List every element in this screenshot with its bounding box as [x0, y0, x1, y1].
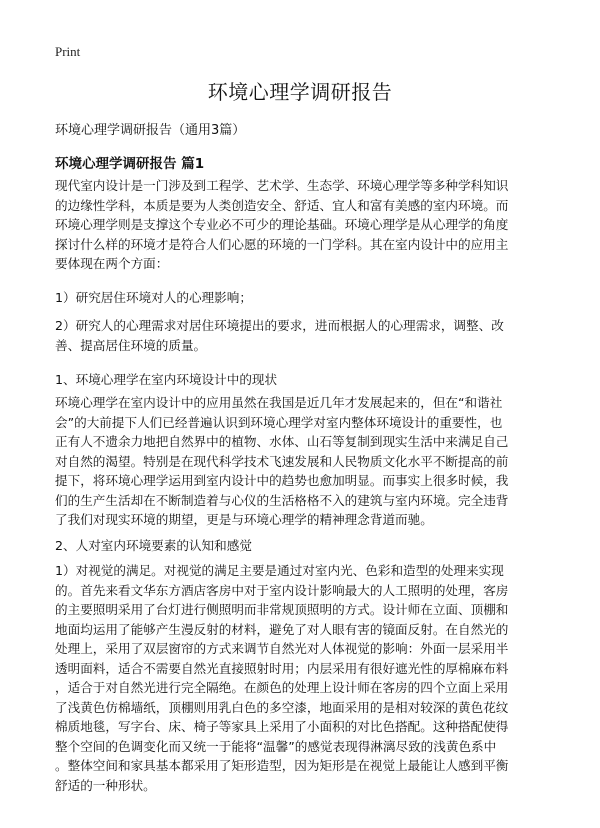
- text-line: 善、提高居住环境的质量。: [55, 337, 207, 353]
- text-line: 透明面料，适合不需要自然光直接照射时用；内层采用有很好遮光性的厚棉麻布料: [55, 660, 509, 676]
- text-line: 的。首先来看文华东方酒店客房中对于室内设计影响最大的人工照明的处理，客房: [55, 582, 509, 598]
- text-line: 。整体空间和家具基本都采用了矩形造型，因为矩形是在视觉上最能让人感到平衡: [55, 758, 509, 773]
- text-line: 会”的大前提下人们已经普遍认识到环境心理学对室内整体环境设计的重要性，也: [55, 414, 503, 430]
- text-line: 探讨什么样的环境才是符合人们心愿的环境的一门学科。其在室内设计中的应用主: [55, 236, 509, 252]
- text-line: 1）对视觉的满足。对视觉的满足主要是通过对室内光、色彩和造型的处理来实现: [55, 563, 504, 578]
- print-link[interactable]: Print: [55, 44, 81, 59]
- text-line: 环境心理学则是支撑这个专业必不可少的理论基础。环境心理学是从心理学的角度: [55, 217, 509, 232]
- text-line: 们的生产生活却在不断制造着与心仪的生活格格不入的建筑与室内环境。完全违背: [55, 492, 509, 508]
- subheading-perception: 2、人对室内环境要素的认知和感觉: [55, 538, 252, 553]
- text-line: 现代室内设计是一门涉及到工程学、艺术学、生态学、环境心理学等多种学科知识: [55, 178, 509, 193]
- text-line: 的边缘性学科，本质是要为人类创造安全、舒适、宜人和富有美感的室内环境。而: [55, 197, 509, 213]
- text-line: 要体现在两个方面：: [55, 256, 169, 271]
- text-line: 处理上，采用了双层窗帘的方式来调节自然光对人体视觉的影响：外面一层采用半: [55, 641, 509, 656]
- paragraph-visual: [55, 561, 555, 795]
- text-line: 棉质地毯，写字台、床、椅子等家具上采用了小面积的对比色搭配。这种搭配使得: [55, 719, 509, 734]
- text-line: ，适合于对自然光进行完全隔绝。在颜色的处理上设计师在客房的四个立面上采用: [55, 680, 509, 695]
- subheading-current-status: 1、环境心理学在室内环境设计中的现状: [55, 372, 278, 387]
- section-heading: 环境心理学调研报告 篇1: [55, 156, 205, 172]
- text-line: 了浅黄色仿棉墙纸，顶棚则用乳白色的多空漆，地面采用的是相对较深的黄色花纹: [55, 699, 509, 715]
- text-line: 的主要照明采用了台灯进行侧照明而非常规顶照明的方式。设计师在立面、顶棚和: [55, 602, 509, 617]
- document-subtitle: 环境心理学调研报告（通用3篇）: [55, 123, 246, 138]
- text-line: 整个空间的色调变化而又统一于能将“温馨”的感觉表现得淋漓尽致的浅黄色系中: [55, 738, 497, 754]
- text-line: 舒适的一种形状。: [55, 777, 156, 793]
- paragraph-point-2: [55, 316, 555, 355]
- text-line: 了我们对现实环境的期望，更是与环境心理学的精神理念背道而驰。: [55, 512, 433, 527]
- text-line: 提下，将环境心理学运用到室内设计中的趋势也愈加明显。而事实上很多时候，我: [55, 473, 509, 488]
- text-line: 对自然的渴望。特别是在现代科学技术飞速发展和人民物质文化水平不断提高的前: [55, 453, 509, 469]
- page-title: 环境心理学调研报告: [207, 80, 393, 104]
- text-line: 环境心理学在室内设计中的应用虽然在我国是近几年才发展起来的，但在“和谐社: [55, 395, 503, 410]
- paragraph-current-status: [55, 393, 555, 530]
- text-line: 地面均运用了能够产生漫反射的材料，避免了对人眼有害的镜面反射。在自然光的: [55, 621, 509, 637]
- paragraph-intro: [55, 176, 555, 274]
- paragraph-point-1: 1）研究居住环境对人的心理影响；: [55, 290, 252, 305]
- text-line: 正有人不遗余力地把自然界中的植物、水体、山石等复制到现实生活中来满足自己: [55, 434, 509, 449]
- text-line: 2）研究人的心理需求对居住环境提出的要求，进而根据人的心理需求，调整、改: [55, 318, 504, 333]
